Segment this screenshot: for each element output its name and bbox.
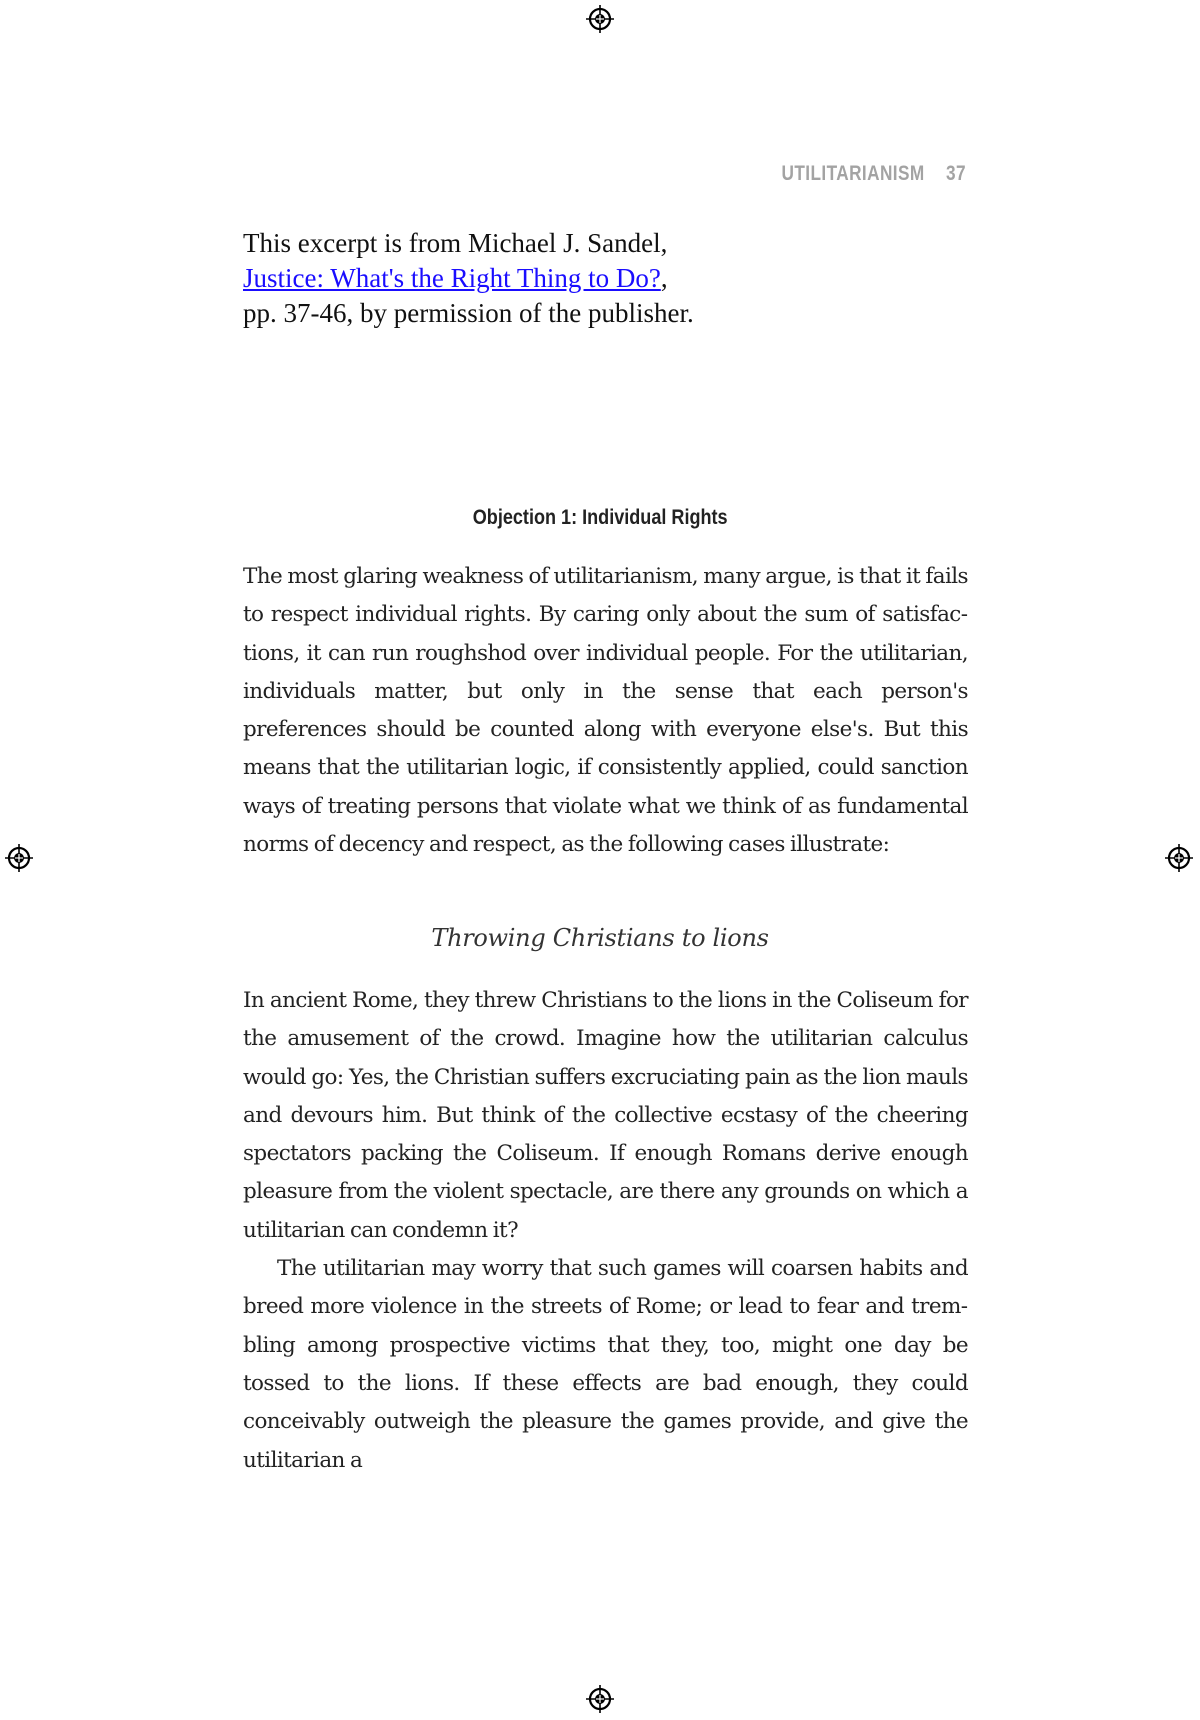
running-head bbox=[782, 162, 966, 186]
page-number: 37 bbox=[946, 162, 966, 185]
paragraph: In ancient Rome, they threw Christians to the lions in the Coliseum for the amusement of the crowd. Imagine how the utilitarian calculus would go: Yes, the Christian suffers excruciating pain as the lion mauls and devours him. But think of the collective ecstasy of the cheering spectators packing the Coliseum. If enough Romans derive enough pleasure from the violent spectacle, are there any grounds on which a utilitarian can condemn it? bbox=[243, 988, 968, 1243]
paragraph: The utilitarian may worry that such games will coarsen habits and breed more violence in the streets of Rome; or lead to fear and trembling among prospective victims that they, too, might one day be tossed to the lions. If these effects are bad enough, they could conceivably outweigh the pleasure the games provide, and give the utilitarian a bbox=[243, 1256, 968, 1473]
running-head-title: UTILITARIANISM bbox=[781, 162, 925, 185]
section-heading bbox=[0, 506, 1200, 530]
registration-mark-icon bbox=[585, 1684, 615, 1714]
case-body bbox=[243, 982, 968, 1480]
registration-mark-icon bbox=[585, 4, 615, 34]
section-heading-text: Objection 1: Individual Rights bbox=[472, 506, 728, 529]
book-title-link[interactable]: Justice: What's the Right Thing to Do? bbox=[243, 263, 661, 293]
section-body bbox=[243, 558, 968, 864]
registration-mark-icon bbox=[4, 843, 34, 873]
registration-mark-icon bbox=[1164, 843, 1194, 873]
permission-prefix: This excerpt is from Michael J. Sandel, bbox=[243, 228, 668, 258]
paragraph: The most glaring weakness of utilitarianism, many argue, is that it fails to respect individual rights. By caring only about the sum of satisfactions, it can run roughshod over individual people. For the utilitarian, individuals matter, but only in the sense that each person's preferences should be counted along with everyone else's. But this means that the utilitarian logic, if consistently applied, could sanction ways of treating persons that violate what we think of as fundamental norms of decency and respect, as the following cases illustrate: bbox=[243, 564, 968, 858]
link-suffix: , bbox=[660, 263, 668, 293]
permission-suffix: pp. 37-46, by permission of the publisher. bbox=[243, 298, 694, 328]
case-heading: Throwing Christians to lions bbox=[431, 924, 769, 952]
permission-notice bbox=[243, 226, 703, 331]
